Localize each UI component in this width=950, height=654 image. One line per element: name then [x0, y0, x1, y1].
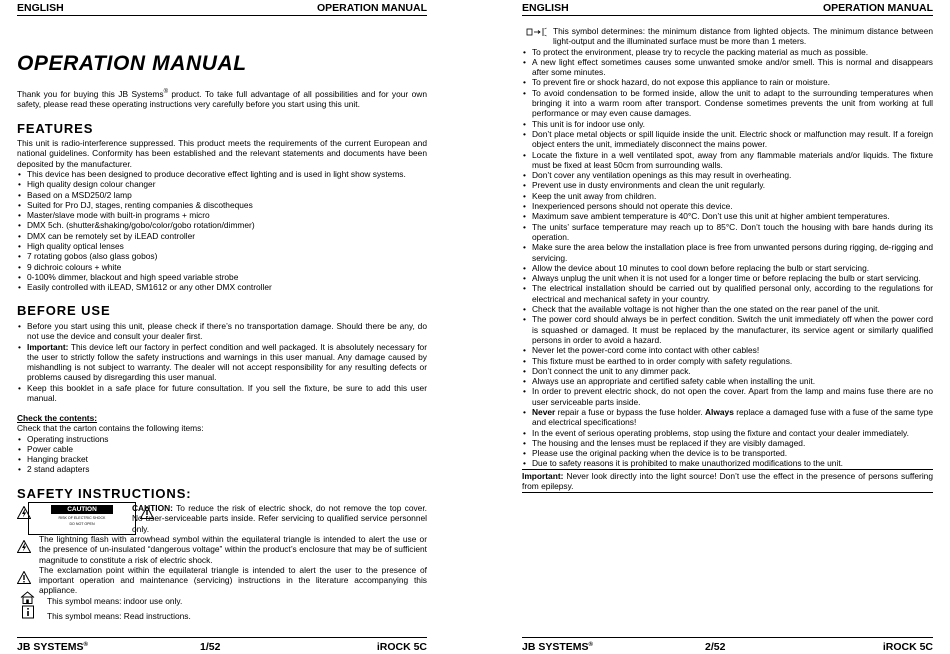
list-item: • Don’t connect the unit to any dimmer pack. — [522, 366, 933, 376]
list-item: • This fixture must be earthed to in order comply with safety regulations. — [522, 356, 933, 366]
features-title: FEATURES — [17, 121, 94, 136]
features-list — [17, 169, 427, 293]
list-item: • 7 rotating gobos (also glass gobos) — [17, 251, 427, 261]
list-item: • Master/slave mode with built-in programs + micro — [17, 210, 427, 220]
indoor-house-icon — [20, 591, 35, 604]
list-item: • Check that the available voltage is not higher than the one stated on the rear panel of the unit. — [522, 304, 933, 314]
list-item: • To avoid condensation to be formed inside, allow the unit to adapt to the surrounding temperatures when bringing it into a warm room after transport. Condense sometimes prevents the unit from working at full performance or may even cause damages. — [522, 88, 933, 119]
list-item: • The electrical installation should be carried out by qualified personal only, according to the regulations for electrical and mechanical safety in your country. — [522, 283, 933, 304]
footer-page-number: 2/52 — [705, 641, 726, 653]
list-item: • Before you start using this unit, please check if there’s no transportation damage. Should there be any, do not use the device and consult your dealer first. — [17, 321, 427, 342]
list-item: • 2 stand adapters — [17, 464, 427, 474]
list-item: • High quality optical lenses — [17, 241, 427, 251]
distance-symbol-row: This symbol determines: the minimum distance from lighted objects. The minimum distance between light-output and the illuminated surface must be more than 1 meters. — [522, 26, 933, 47]
list-item: • Inexperienced persons should not operate this device. — [522, 201, 933, 211]
fuse-list — [522, 407, 933, 428]
footer-rule — [17, 637, 427, 638]
important-warning: Important: Never look directly into the light source! Don’t use the effect in the presence of persons suffering from epilepsy. — [522, 469, 933, 494]
check-contents-title: Check the contents: — [17, 413, 98, 423]
list-item: • Make sure the area below the installation place is free from unwanted persons during rigging, de-rigging and servicing. — [522, 242, 933, 263]
list-item: • Based on a MSD250/2 lamp — [17, 190, 427, 200]
minimum-distance-icon — [526, 27, 548, 37]
list-item: • Allow the device about 10 minutes to cool down before replacing the bulb or start servicing. — [522, 263, 933, 273]
features-intro: This unit is radio-interference suppressed. This product meets the requirements of the current European and national guidelines. Conformity has been established and the relevant statements and documents have been deposited by the manufacturer. — [17, 138, 427, 169]
footer-brand: JB SYSTEMS® — [522, 641, 593, 653]
list-item: • In the event of serious operating problems, stop using the fixture and contact your dealer immediately. — [522, 428, 933, 438]
intro-paragraph: Thank you for buying this JB Systems® product. To take full advantage of all possibilities and for your own safety, please read these operating instructions very carefully before you start using this unit. — [17, 89, 427, 110]
list-item: • Please use the original packing when the device is to be transported. — [522, 448, 933, 458]
safety-list-continued — [522, 428, 933, 469]
list-item: • Keep this booklet in a safe place for future consultation. If you sell the fixture, be sure to add this user manual. — [17, 383, 427, 404]
list-item: • 0-100% dimmer, blackout and high speed variable strobe — [17, 272, 427, 282]
header-rule — [522, 15, 933, 16]
footer-page-number: 1/52 — [200, 641, 221, 653]
list-item: • Locate the fixture in a well ventilated spot, away from any flammable materials and/or liquids. The fixture must be fixed at least 50cm from surrounding walls. — [522, 150, 933, 171]
main-title: OPERATION MANUAL — [17, 52, 247, 75]
header-language: ENGLISH — [522, 2, 569, 14]
list-item: • Don’t place metal objects or spill liquide inside the unit. Electric shock or malfunction may result. If a foreign object enters the unit, immediately disconnect the mains power. — [522, 129, 933, 150]
before-use-list — [17, 321, 427, 403]
list-item: • Keep the unit away from children. — [522, 191, 933, 201]
page-footer — [522, 641, 933, 654]
lightning-triangle-icon — [17, 540, 31, 553]
list-item: • 9 dichroic colours + white — [17, 262, 427, 272]
exclamation-triangle-icon — [17, 571, 31, 584]
footer-brand: JB SYSTEMS® — [17, 641, 88, 653]
list-item: • Don’t cover any ventilation openings as this may result in overheating. — [522, 170, 933, 180]
list-item: • DMX can be remotely set by iLEAD controller — [17, 231, 427, 241]
list-item: • DMX 5ch. (shutter&shaking/gobo/color/gobo rotation/dimmer) — [17, 220, 427, 230]
safety-title: SAFETY INSTRUCTIONS: — [17, 486, 192, 501]
list-item: • In order to prevent electric shock, do not open the cover. Apart from the lamp and mains fuse there are no user serviceable parts inside. — [522, 386, 933, 407]
list-item: • The power cord should always be in perfect condition. Switch the unit immediately off when the power cord is squashed or damaged. It must be replaced by the manufacturer, its service agent or similarly qualified persons in order to avoid a hazard. — [522, 314, 933, 345]
caution-text: CAUTION: To reduce the risk of electric shock, do not remove the top cover. No user-serviceable parts inside. Refer servicing to qualified service personnel only. — [132, 503, 427, 534]
list-item: • To protect the environment, please try to recycle the packing material as much as possible. — [522, 47, 933, 57]
list-item: • Always unplug the unit when it is not used for a longer time or before replacing the bulb or start servicing. — [522, 273, 933, 283]
safety-list — [522, 47, 933, 407]
list-item: • Always use an appropriate and certified safety cable when installing the unit. — [522, 376, 933, 386]
list-item: • Important: This device left our factory in perfect condition and well packaged. It is absolutely necessary for the user to strictly follow the safety instructions and warnings in this user manual. Any damage caused by mishandling is not subject to warranty. The dealer will not accept responsibility for any resulting defects or problems caused by disregarding this user manual. — [17, 342, 427, 383]
header-title: OPERATION MANUAL — [822, 2, 933, 14]
list-item: • Never let the power-cord come into contact with other cables! — [522, 345, 933, 355]
lightning-description: The lightning flash with arrowhead symbol within the equilateral triangle is intended to alert the use or the presence of un-insulated “dangerous voltage” within the product’s enclosure that may be of sufficient magnitude to constitute a risk of electric shock. — [17, 534, 427, 565]
list-item: • Power cable — [17, 444, 427, 454]
list-item: • This unit is for indoor use only. — [522, 119, 933, 129]
page-header — [522, 2, 933, 16]
list-item: • Never repair a fuse or bypass the fuse holder. Always replace a damaged fuse with a fuse of the same type and electrical specifications! — [522, 407, 933, 428]
check-contents-intro: Check that the carton contains the following items: — [17, 423, 204, 434]
footer-model: iROCK 5C — [882, 641, 933, 653]
page-right — [522, 0, 933, 654]
list-item: • Hanging bracket — [17, 454, 427, 464]
list-item: • High quality design colour changer — [17, 179, 427, 189]
header-title: OPERATION MANUAL — [316, 2, 427, 14]
read-symbol-row: This symbol means: Read instructions. — [17, 606, 427, 620]
caution-label: CAUTION RISK OF ELECTRIC SHOCK DO NOT OPEN — [28, 502, 136, 535]
list-item: • Maximum save ambient temperature is 40°C. Don’t use this unit at higher ambient temperatures. — [522, 211, 933, 221]
before-use-title: BEFORE USE — [17, 303, 111, 318]
list-item: • Suited for Pro DJ, stages, renting companies & discotheques — [17, 200, 427, 210]
header-rule — [17, 15, 427, 16]
list-item: • To prevent fire or shock hazard, do not expose this appliance to rain or moisture. — [522, 77, 933, 87]
list-item: • Operating instructions — [17, 434, 427, 444]
list-item: • This device has been designed to produce decorative effect lighting and is used in light show systems. — [17, 169, 427, 179]
page-footer — [17, 641, 427, 654]
list-item: • The housing and the lenses must be replaced if they are visibly damaged. — [522, 438, 933, 448]
list-item: • Prevent use in dusty environments and clean the unit regularly. — [522, 180, 933, 190]
list-item: • Due to safety reasons it is prohibited to make unauthorized modifications to the unit. — [522, 458, 933, 468]
footer-rule — [522, 637, 933, 638]
list-item: • The units’ surface temperature may reach up to 85°C. Don’t touch the housing with bare hands during its operation. — [522, 222, 933, 243]
read-instructions-icon — [21, 605, 35, 619]
indoor-symbol-row: This symbol means: indoor use only. — [17, 592, 427, 606]
exclamation-description: The exclamation point within the equilateral triangle is intended to alert the user to the presence of important operation and maintenance (servicing) instructions in the literature accompanying this appliance. — [17, 565, 427, 596]
page-header — [17, 2, 427, 16]
footer-model: iROCK 5C — [376, 641, 427, 653]
page-left — [17, 0, 427, 654]
contents-list — [17, 434, 427, 475]
header-language: ENGLISH — [17, 2, 64, 14]
list-item: • A new light effect sometimes causes some unwanted smoke and/or smell. This is normal and disappears after some minutes. — [522, 57, 933, 78]
list-item: • Easily controlled with iLEAD, SM1612 or any other DMX controller — [17, 282, 427, 292]
